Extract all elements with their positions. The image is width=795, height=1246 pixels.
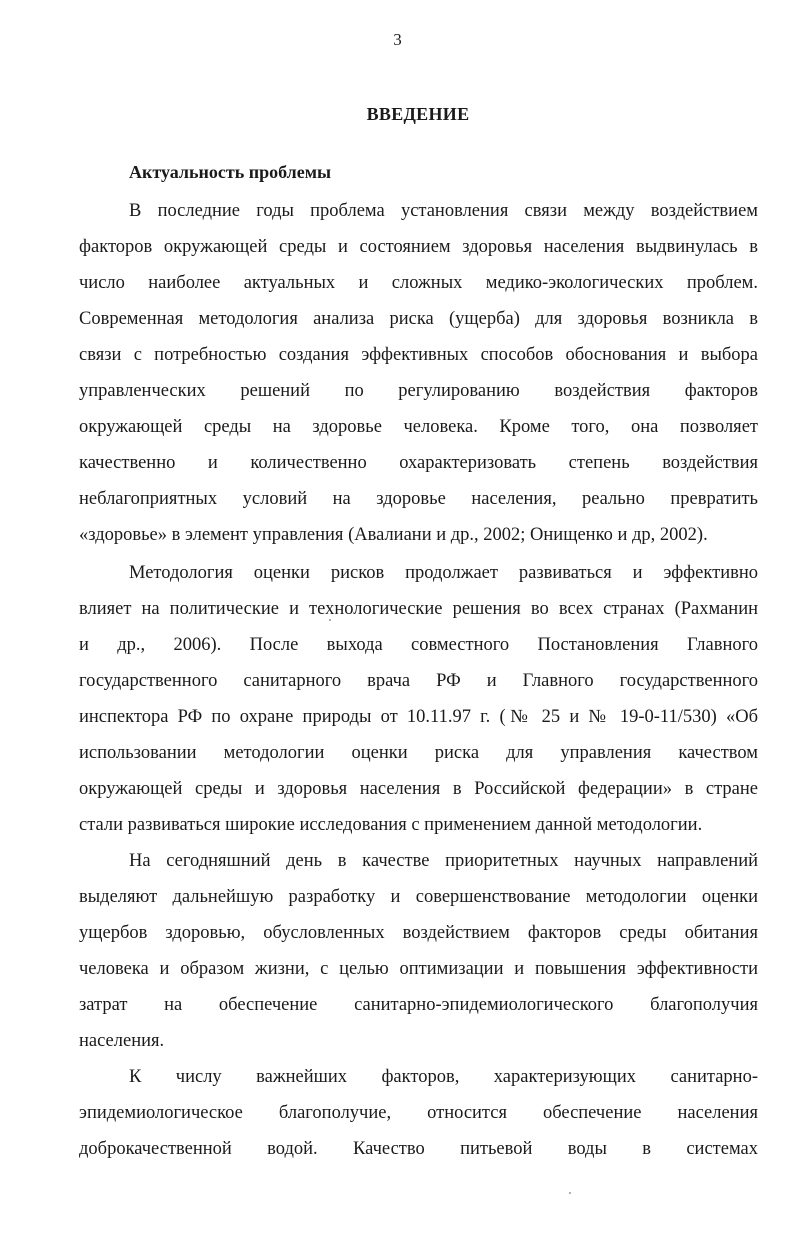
section-title: ВВЕДЕНИЕ xyxy=(366,104,470,124)
subsection-title: Актуальность проблемы xyxy=(129,162,332,182)
text-line: число наиболее актуальных и сложных медико-экологических проблем. xyxy=(79,273,758,293)
paragraph-4 xyxy=(79,1059,758,1167)
text-line: человека и образом жизни, с целью оптимизации и повышения эффективности xyxy=(79,959,758,979)
text-line: выделяют дальнейшую разработку и совершенствование методологии оценки xyxy=(79,887,758,907)
scan-speck xyxy=(569,1192,571,1194)
text-line: населения. xyxy=(79,1031,165,1051)
text-line: доброкачественной водой. Качество питьевой воды в системах xyxy=(79,1139,758,1159)
paragraph-1 xyxy=(79,193,758,553)
paragraph-2 xyxy=(79,555,758,843)
text-line: неблагоприятных условий на здоровье населения, реально превратить xyxy=(79,489,758,509)
text-line: факторов окружающей среды и состоянием здоровья населения выдвинулась в xyxy=(79,237,758,257)
text-line: качественно и количественно охарактеризовать степень воздействия xyxy=(79,453,758,473)
text-line: инспектора РФ по охране природы от 10.11.97 г. (№ 25 и № 19-0-11/530) «Об xyxy=(79,707,758,727)
text-line: Методология оценки рисков продолжает развиваться и эффективно xyxy=(129,563,758,583)
text-line: К числу важнейших факторов, характеризующих санитарно- xyxy=(129,1067,758,1087)
scan-speck xyxy=(329,619,331,621)
text-line: и др., 2006). После выхода совместного Постановления Главного xyxy=(79,635,758,655)
text-line: В последние годы проблема установления связи между воздействием xyxy=(129,201,758,221)
page-number: 3 xyxy=(393,30,402,49)
text-line: связи с потребностью создания эффективных способов обоснования и выбора xyxy=(79,345,758,365)
text-line: затрат на обеспечение санитарно-эпидемиологического благополучия xyxy=(79,995,758,1015)
paragraph-3 xyxy=(79,843,758,1059)
text-line: «здоровье» в элемент управления (Авалиани и др., 2002; Онищенко и др, 2002). xyxy=(79,525,708,545)
text-line: использовании методологии оценки риска для управления качеством xyxy=(79,743,758,763)
text-line: окружающей среды и здоровья населения в Российской федерации» в стране xyxy=(79,779,758,799)
text-line: стали развиваться широкие исследования с применением данной методологии. xyxy=(79,815,703,835)
text-line: управленческих решений по регулированию воздействия факторов xyxy=(79,381,758,401)
text-line: окружающей среды на здоровье человека. Кроме того, она позволяет xyxy=(79,417,758,437)
text-line: государственного санитарного врача РФ и Главного государственного xyxy=(79,671,758,691)
text-line: На сегодняшний день в качестве приоритетных научных направлений xyxy=(129,851,758,871)
text-line: ущербов здоровью, обусловленных воздействием факторов среды обитания xyxy=(79,923,758,943)
text-line: Современная методология анализа риска (ущерба) для здоровья возникла в xyxy=(79,309,758,329)
text-line: эпидемиологическое благополучие, относится обеспечение населения xyxy=(79,1103,758,1123)
text-line: влияет на политические и технологические решения во всех странах (Рахманин xyxy=(79,599,758,619)
